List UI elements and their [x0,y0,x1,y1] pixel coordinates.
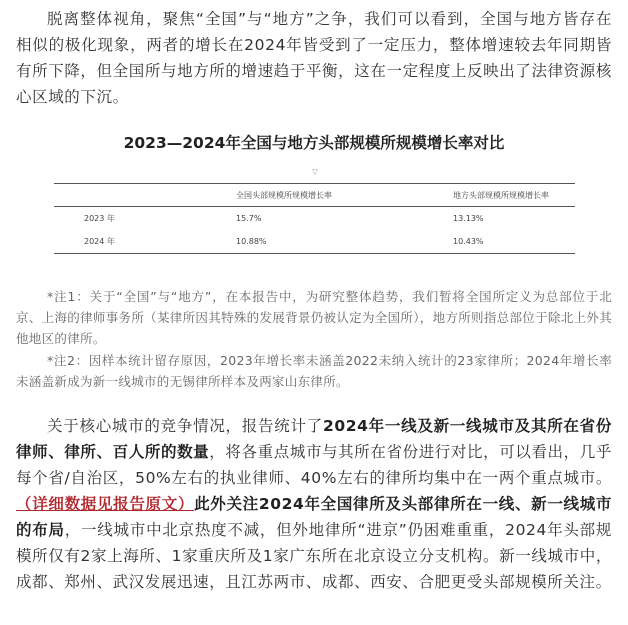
local-rate-cell: 13.13% [453,214,484,223]
table-marker-icon: ▽ [312,168,318,176]
note-2: *注2：因样本统计留存原因，2023年增长率未涵盖2022未纳入统计的23家律所；2024年增长率未涵盖新成为新一线城市的无锡律所样本及两家山东律所。 [16,353,612,389]
table-header-row [54,184,575,207]
report-detail-link[interactable]: （详细数据见报告原文） [16,495,195,513]
year-cell: 2024 年 [54,230,235,254]
city-text-1: 关于核心城市的竞争情况，报告统计了 [47,417,323,435]
growth-rate-table [54,183,575,254]
national-rate-cell: 10.88% [235,230,452,254]
local-rate-cell: 10.43% [452,230,575,254]
national-rate-cell: 15.7% [236,214,262,223]
header-cell: 地方头部规模所规模增长率 [452,184,575,207]
intro-paragraph: 脱离整体视角，聚焦“全国”与“地方”之争，我们可以看到，全国与地方皆存在相似的极化现象，两者的增长在2024年皆受到了一定压力，整体增速较去年同期皆有所下降，但全国所与地方所的增速趋于平衡，这在一定程度上反映出了法律资源核心区域的下沉。 [16,10,612,106]
city-text-3: ，一线城市中北京热度不减，但外地律所“进京”仍困难重重，2024年头部规模所仅有2家上海所、1家重庆所及1家广东所在北京设立分支机构。新一线城市中，成都、郑州、武汉发展迅速，且江苏两市、成都、西安、合肥更受头部规模所关注。 [16,521,612,591]
note-1: *注1：关于“全国”与“地方”，在本报告中，为研究整体趋势，我们暂将全国所定义为总部位于北京、上海的律师事务所（某律所因其特殊的发展背景仍被认定为全国所），地方所则指总部位于除北上外其他地区的律所。 [16,289,612,346]
city-paragraph [16,413,612,595]
year-cell: 2023 年 [84,214,115,223]
table-title: 2023—2024年全国与地方头部规模所规模增长率对比 [123,134,505,152]
city-bold-1: 2024年一线及新一线城市及其所在省份律师、律所、百人所的数量 [16,417,613,461]
city-text-2: ，将各重点城市与其所在省份进行对比，可以看出，几乎每个省/自治区，50%左右的执业律师、40%左右的律所均集中在一两个重点城市。 [16,443,612,487]
city-bold-2: 此外关注2024年全国律所及头部律所在一线、新一线城市的布局 [16,495,612,539]
table-row [54,207,575,231]
header-cell: 全国头部规模所规模增长率 [235,184,452,207]
header-cell [54,184,235,207]
table-row [54,230,575,254]
